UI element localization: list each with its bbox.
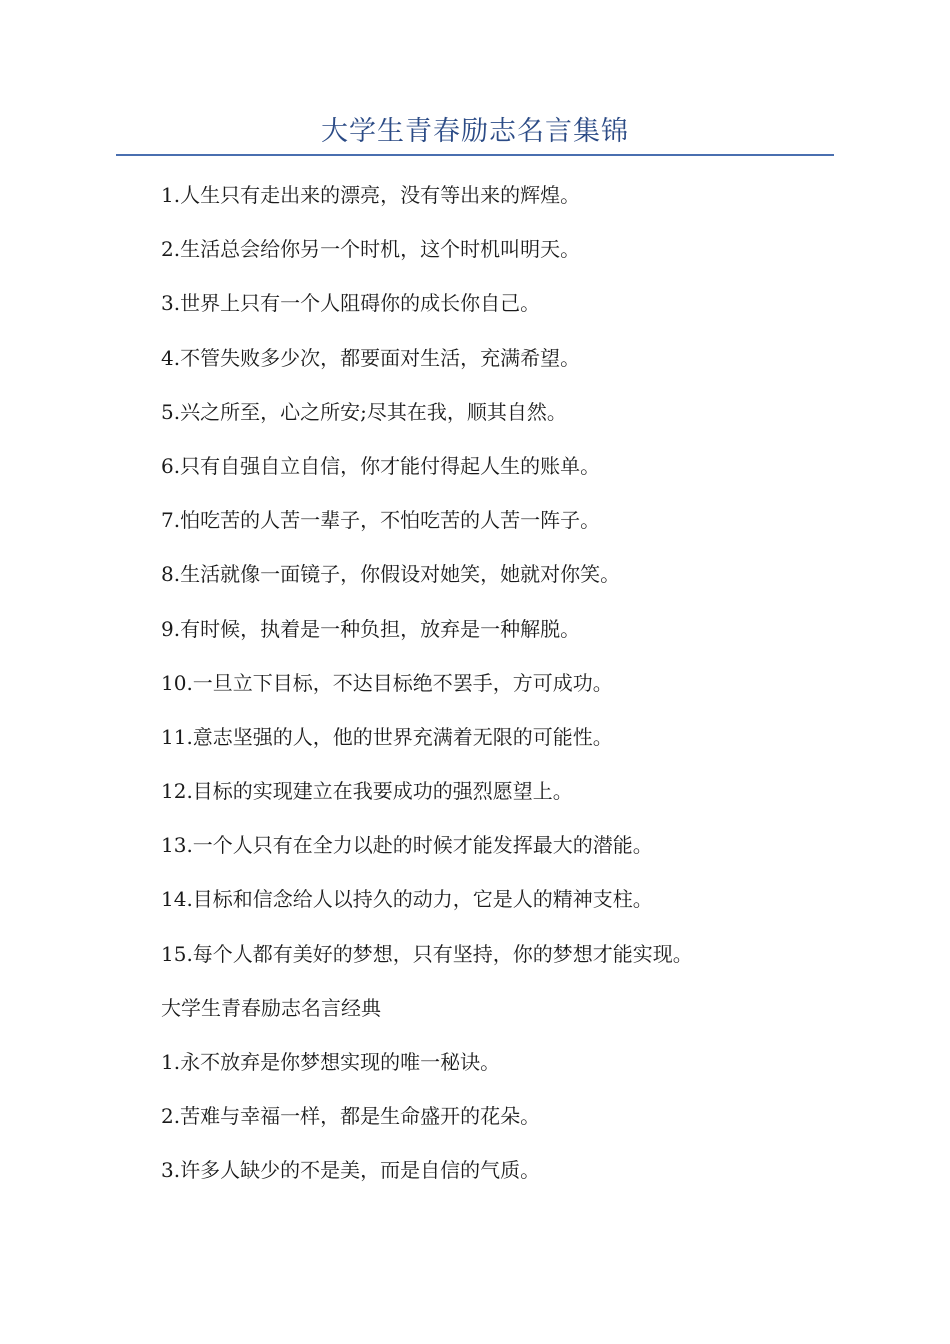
quote-line: 9.有时候，执着是一种负担，放弃是一种解脱。 — [161, 616, 581, 641]
quote-line: 13.一个人只有在全力以赴的时候才能发挥最大的潜能。 — [161, 833, 653, 858]
quote-line: 3.许多人缺少的不是美，而是自信的气质。 — [161, 1158, 541, 1183]
quote-line: 6.只有自强自立自信，你才能付得起人生的账单。 — [161, 453, 601, 478]
quote-line: 11.意志坚强的人，他的世界充满着无限的可能性。 — [161, 724, 613, 749]
document-body — [161, 176, 841, 1206]
quote-line: 1.永不放弃是你梦想实现的唯一秘诀。 — [161, 1050, 501, 1074]
quote-line: 2.生活总会给你另一个时机，这个时机叫明天。 — [161, 237, 581, 262]
quote-line: 10.一旦立下目标，不达目标绝不罢手，方可成功。 — [161, 670, 613, 695]
quote-line: 7.怕吃苦的人苦一辈子，不怕吃苦的人苦一阵子。 — [161, 508, 601, 533]
quote-line: 14.目标和信念给人以持久的动力，它是人的精神支柱。 — [161, 887, 653, 912]
quote-line: 8.生活就像一面镜子，你假设对她笑，她就对你笑。 — [161, 562, 621, 587]
section-heading: 大学生青春励志名言经典 — [161, 995, 381, 1020]
quote-line: 5.兴之所至，心之所安;尽其在我，顺其自然。 — [161, 399, 567, 424]
quote-line: 1.人生只有走出来的漂亮，没有等出来的辉煌。 — [161, 183, 581, 207]
quote-line: 12.目标的实现建立在我要成功的强烈愿望上。 — [161, 779, 573, 804]
quote-line: 15.每个人都有美好的梦想，只有坚持，你的梦想才能实现。 — [161, 941, 693, 966]
title-underline — [116, 154, 834, 156]
quote-line: 2.苦难与幸福一样，都是生命盛开的花朵。 — [161, 1104, 541, 1129]
page-title: 大学生青春励志名言集锦 — [321, 116, 629, 147]
quote-line: 4.不管失败多少次，都要面对生活，充满希望。 — [161, 345, 581, 370]
quote-line: 3.世界上只有一个人阻碍你的成长你自己。 — [161, 291, 541, 316]
